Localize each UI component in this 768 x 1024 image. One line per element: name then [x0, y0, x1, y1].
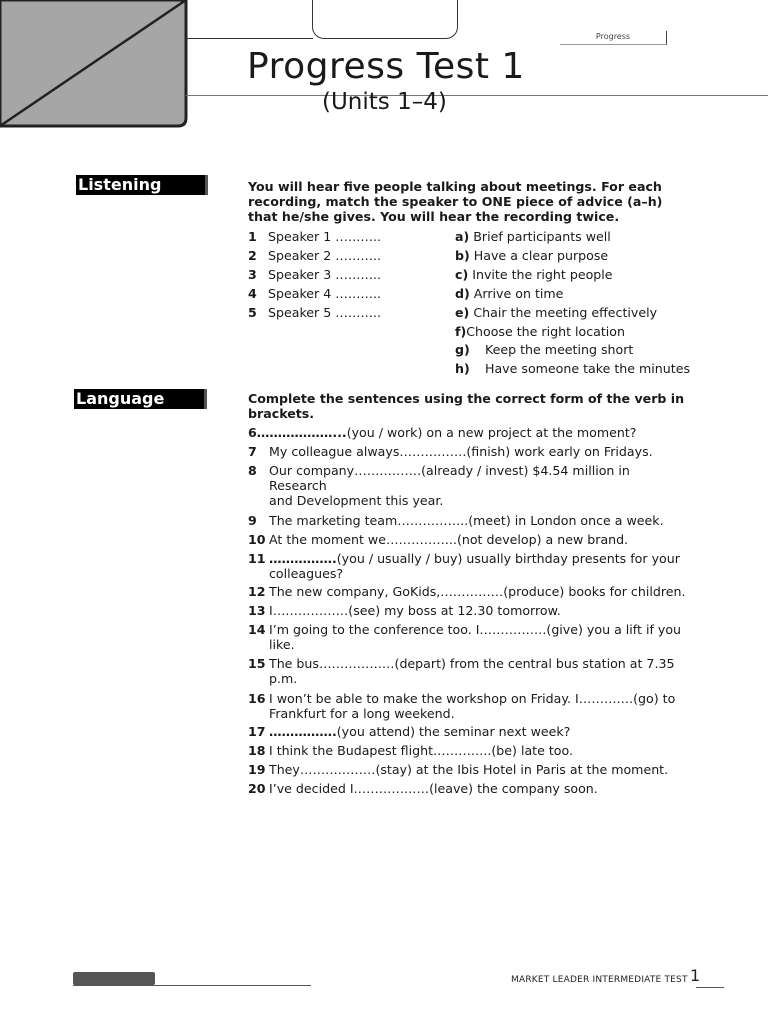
list-item: e) Chair the meeting effectively: [455, 305, 658, 320]
corner-decoration: [0, 0, 190, 130]
list-item: h) Have someone take the minutes: [455, 361, 691, 376]
list-item: 9 The marketing team……………..(meet) in London once a week.: [248, 513, 664, 528]
list-item: 13 I………………(see) my boss at 12.30 tomorrow.: [248, 603, 561, 618]
list-item: d) Arrive on time: [455, 286, 564, 301]
list-item: 14 I’m going to the conference too. I…………….(give) you a lift if you like.: [248, 622, 682, 652]
title-rule: [186, 95, 768, 96]
header-tag: Progress: [560, 31, 667, 45]
list-item: 15 The bus………………(depart) from the central bus station at 7.35 p.m.: [248, 656, 675, 686]
page-subtitle: (Units 1–4): [322, 89, 447, 115]
list-item: 17 …………….(you attend) the seminar next week?: [248, 724, 571, 739]
section-label-listening: Listening: [76, 175, 208, 195]
list-item: 11 …………….(you / usually / buy) usually birthday presents for your colleagues?: [248, 551, 680, 581]
header-rule: [186, 38, 313, 39]
list-item: 16 I won’t be able to make the workshop on Friday. I………….(go) to Frankfurt for a long weekend.: [248, 691, 676, 721]
footer-text: MARKET LEADER INTERMEDIATE TEST: [511, 975, 688, 985]
list-item: 18 I think the Budapest flight…………..(be) late too.: [248, 743, 573, 758]
listening-instructions: You will hear five people talking about meetings. For each recording, match the speaker to ONE piece of advice (a–h) that he/she gives. You will hear the recording twice.: [248, 179, 663, 224]
header-tab: [312, 0, 458, 39]
list-item: b) Have a clear purpose: [455, 248, 609, 263]
list-item: 19 They………………(stay) at the Ibis Hotel in Paris at the moment.: [248, 762, 669, 777]
list-item: 7 My colleague always…………….(finish) work early on Fridays.: [248, 444, 653, 459]
list-item: 2 Speaker 2 ………..: [248, 248, 382, 263]
list-item: 4 Speaker 4 ………..: [248, 286, 382, 301]
list-item: g) Keep the meeting short: [455, 342, 634, 357]
page-title: Progress Test 1: [247, 46, 525, 87]
footer-rule: [73, 985, 311, 986]
list-item: 6………………...(you / work) on a new project at the moment?: [248, 425, 637, 440]
section-label-language: Language: [74, 389, 207, 409]
list-item: c) Invite the right people: [455, 267, 613, 282]
list-item: 1 Speaker 1 ………..: [248, 229, 382, 244]
footer-bar: [73, 972, 155, 985]
page-number: 1: [690, 966, 701, 985]
list-item: 12 The new company, GoKids,……………(produce) books for children.: [248, 584, 686, 599]
list-item: 3 Speaker 3 ………..: [248, 267, 382, 282]
list-item: a) Brief participants well: [455, 229, 611, 244]
footer-rule-right: [696, 987, 724, 988]
list-item: 20 I’ve decided I………………(leave) the company soon.: [248, 781, 598, 796]
list-item: 5 Speaker 5 ………..: [248, 305, 382, 320]
list-item: f)Choose the right location: [455, 324, 625, 339]
list-item: 10 At the moment we……………..(not develop) a new brand.: [248, 532, 629, 547]
language-instructions: Complete the sentences using the correct form of the verb in brackets.: [248, 391, 685, 421]
list-item: 8 Our company…………….(already / invest) $4.54 million in Research and Development this year.: [248, 463, 630, 508]
